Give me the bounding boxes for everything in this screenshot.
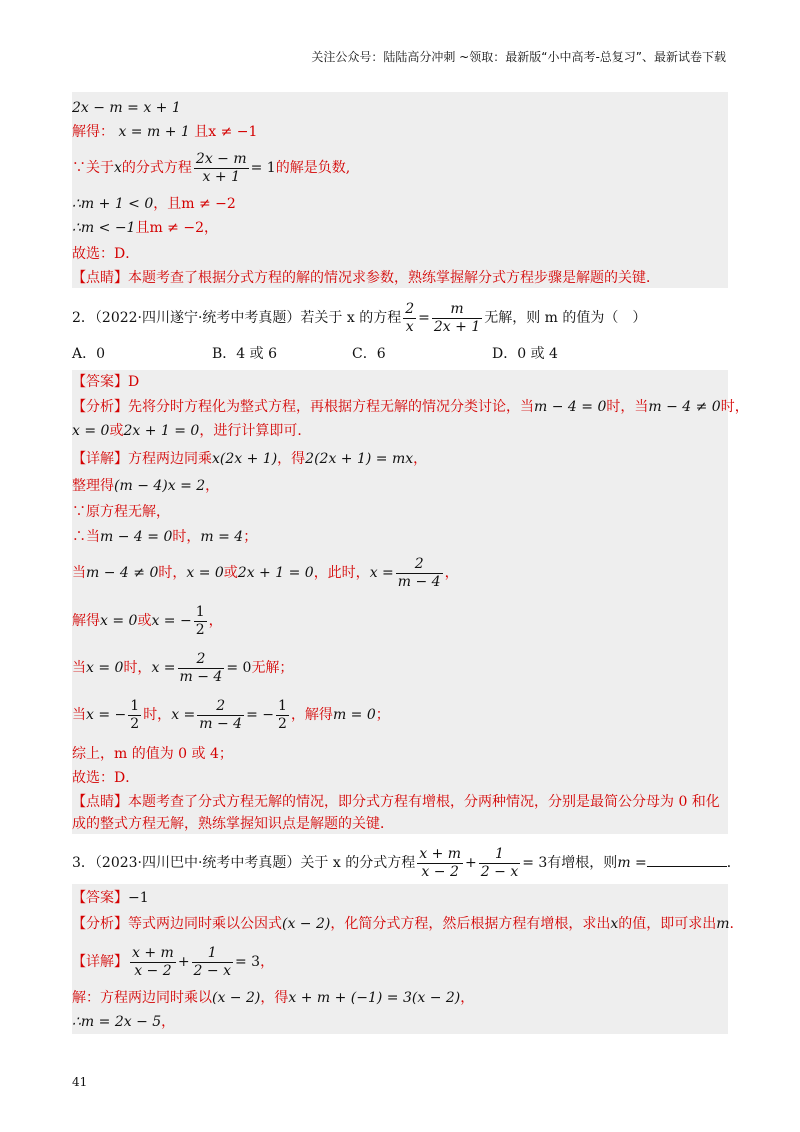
equation: m = 0	[332, 707, 376, 723]
equation: x = −	[86, 707, 127, 723]
text: 解得	[72, 613, 100, 629]
equation: x = 0	[72, 423, 110, 439]
text: .	[729, 916, 734, 932]
text: ，	[161, 1014, 176, 1030]
q3-stem	[72, 845, 741, 881]
text: 解得：	[72, 124, 114, 140]
fraction	[479, 846, 520, 881]
q3-detail	[72, 944, 728, 980]
text: ，	[205, 478, 220, 494]
equation: ∴m = 2x − 5	[72, 1014, 162, 1030]
equation: 2x + 1 = 0	[123, 423, 200, 439]
fraction	[194, 604, 207, 639]
fraction	[417, 846, 463, 881]
text: 时，	[123, 660, 152, 676]
text: ；	[243, 529, 258, 545]
numerator: 1	[195, 603, 205, 620]
numerator: 2	[396, 556, 443, 574]
equation: ∴m < −1	[72, 220, 136, 236]
q1-line-6: 故选：D．	[72, 246, 140, 262]
numerator: 2	[197, 698, 244, 716]
choice-a[interactable]: A．0	[72, 346, 106, 362]
denominator: m − 4	[397, 573, 441, 590]
numerator: x + m	[419, 845, 462, 862]
equation: = −	[246, 707, 275, 723]
denominator: 2	[130, 715, 140, 732]
numerator: 1	[130, 697, 140, 714]
fraction	[194, 151, 249, 186]
q2-step-2: ∵原方程无解，	[72, 504, 170, 520]
text: 的值，即可求出	[618, 916, 717, 932]
equation: x(2x + 1)	[212, 451, 278, 467]
page-header: 关注公众号：陆陆高分冲刺 ~领取：最新版“小中高考-总复习”、最新试卷下载	[311, 50, 726, 64]
q2-step-4	[72, 555, 728, 591]
text: 时，	[143, 707, 172, 723]
q1-line-3	[72, 150, 728, 186]
text: 解：方程两边同时乘以	[72, 990, 212, 1006]
q1-line-1	[72, 98, 728, 118]
numerator: x + m	[132, 944, 174, 961]
text: ，	[204, 220, 218, 236]
text: 或	[223, 565, 238, 581]
text: 当	[72, 565, 86, 581]
q2-note-2: 成的整式方程无解，熟练掌握知识点是解题的关键．	[72, 816, 394, 832]
equals: =	[418, 310, 430, 326]
q3-step-1	[72, 988, 728, 1008]
equation: m − 4 = 0	[100, 529, 173, 545]
text: 方程两边同乘	[128, 451, 212, 467]
text: 时，	[720, 399, 749, 415]
text: ；	[375, 707, 390, 723]
equation: ∴m + 1 < 0	[72, 196, 154, 212]
q1-line-2	[72, 122, 728, 142]
question-text: 3．（2023·四川巴中·统考中考真题）关于 x 的分式方程	[72, 855, 416, 871]
fraction	[432, 301, 482, 336]
label-dianjing: 【点睛】	[72, 270, 128, 286]
numerator: 1	[479, 846, 520, 864]
numerator: 2x − m	[195, 150, 247, 167]
equation: x =	[171, 707, 196, 723]
denominator: x + 1	[202, 168, 240, 185]
q3-step-2	[72, 1012, 728, 1032]
variable: x	[114, 160, 122, 176]
q2-detail-1	[72, 449, 728, 469]
equation: m − 4 = 0	[534, 399, 607, 415]
q1-line-5	[72, 218, 728, 238]
text: ，得	[260, 990, 289, 1006]
text: ，进行计算即可．	[199, 423, 312, 439]
denominator: x − 2	[421, 863, 459, 880]
text: 或	[109, 423, 124, 439]
denominator: 2	[195, 621, 205, 638]
text: ，得	[277, 451, 306, 467]
label-dianjing: 【点睛】	[72, 794, 128, 810]
text: ，	[413, 451, 428, 467]
text: ，	[208, 613, 223, 629]
text: ，且m ≠ −2	[153, 196, 236, 212]
text: ∴当	[72, 529, 100, 545]
text: ，	[460, 990, 475, 1006]
denominator: 2x + 1	[433, 318, 481, 335]
q2-choices	[72, 344, 728, 364]
page-number: 41	[72, 1075, 88, 1089]
equation: x = m + 1	[118, 124, 190, 140]
plus: +	[177, 954, 190, 970]
text: ，化简分式方程，然后根据方程有增根，求出	[330, 916, 611, 932]
q2-analysis-2	[72, 421, 728, 441]
numerator: 1	[192, 945, 233, 963]
text: 或	[137, 613, 152, 629]
fraction	[128, 698, 141, 733]
text: 整理得	[72, 478, 114, 494]
q3-analysis	[72, 914, 734, 934]
q2-step-9: 故选：D．	[72, 770, 140, 786]
question-text: 2．（2022·四川遂宁·统考中考真题）若关于 x 的方程	[72, 310, 402, 326]
fraction	[197, 698, 244, 733]
denominator: 2 − x	[480, 863, 519, 880]
text: 且m ≠ −2	[135, 220, 204, 236]
equation: x =	[369, 565, 394, 581]
question-text: = 3有增根，则	[522, 855, 618, 871]
q2-step-8: 综上，m 的值为 0 或 4；	[72, 746, 233, 762]
text: 时，	[158, 565, 187, 581]
fraction	[403, 301, 416, 336]
equation: 2x − m = x + 1	[72, 100, 181, 116]
text: 的解是负数,	[275, 160, 351, 176]
denominator: m − 4	[179, 668, 223, 685]
text: 无解；	[251, 660, 294, 676]
choice-c[interactable]: C．6	[352, 346, 386, 362]
text: 本题考查了分式方程无解的情况，即分式方程有增根，分两种情况，分别是最简公分母为 0 和化	[128, 794, 720, 810]
denominator: m − 4	[199, 715, 243, 732]
equation: x = 0	[186, 565, 224, 581]
fraction	[130, 945, 176, 980]
equation: (x − 2)	[212, 990, 261, 1006]
text: 先将分时方程化为整式方程，再根据方程无解的情况分类讨论，当	[128, 399, 534, 415]
text: 的分式方程	[121, 160, 192, 176]
text: ∵关于	[72, 160, 114, 176]
fraction	[192, 945, 233, 980]
equation: x + m + (−1) = 3(x − 2)	[288, 990, 461, 1006]
label-detail: 【详解】	[72, 451, 128, 467]
equation: = 1	[250, 160, 276, 176]
equation: x = 0	[86, 660, 124, 676]
label-answer: 【答案】	[72, 374, 128, 390]
variable: x	[610, 916, 619, 932]
text: ．	[726, 855, 741, 871]
equation: 2x + 1 = 0	[237, 565, 314, 581]
q2-step-3	[72, 527, 728, 547]
equation: m − 4 ≠ 0	[86, 565, 159, 581]
equation: 2(2x + 1) = mx	[305, 451, 414, 467]
q2-step-6	[72, 650, 728, 686]
text: ，	[260, 954, 275, 970]
label-detail: 【详解】	[72, 954, 128, 970]
numerator: 1	[278, 697, 287, 714]
choice-b[interactable]: B．4 或 6	[212, 346, 278, 362]
text: ，	[444, 565, 459, 581]
equation: x = −	[151, 613, 192, 629]
equation: x = 0	[100, 613, 138, 629]
numerator: m	[432, 301, 482, 319]
numerator: 2	[178, 651, 225, 669]
equation: (m − 4)x = 2	[114, 478, 206, 494]
q2-answer	[72, 372, 728, 392]
text: ，此时，	[313, 565, 370, 581]
equation: m =	[617, 855, 647, 871]
text: 时，	[172, 529, 201, 545]
choice-d[interactable]: D．0 或 4	[492, 346, 558, 362]
equation: m − 4 ≠ 0	[648, 399, 721, 415]
q2-analysis-1	[72, 397, 749, 417]
fraction	[396, 556, 443, 591]
fraction	[178, 651, 225, 686]
denominator: 2	[278, 715, 287, 732]
denominator: x − 2	[134, 962, 172, 979]
variable: m	[716, 916, 730, 932]
q2-step-5	[72, 603, 728, 639]
answer-value: D	[128, 374, 140, 390]
text: 等式两边同时乘以公因式	[128, 916, 282, 932]
text: 本题考查了根据分式方程的解的情况求参数，熟练掌握解分式方程步骤是解题的关键．	[128, 270, 660, 286]
label-analysis: 【分析】	[72, 399, 128, 415]
equation: = 3	[234, 954, 261, 970]
text: 当	[72, 707, 86, 723]
q3-answer	[72, 888, 728, 908]
q2-step-1	[72, 476, 728, 496]
text: 时，当	[606, 399, 649, 415]
equation: = 0	[226, 660, 252, 676]
q2-note-1	[72, 792, 728, 812]
plus: +	[465, 855, 477, 871]
denominator: 2 − x	[193, 962, 231, 979]
q1-line-4	[72, 194, 728, 214]
equation: m = 4	[200, 529, 244, 545]
text: ，解得	[290, 707, 333, 723]
question-text: 无解，则 m 的值为（ ）	[484, 310, 647, 326]
denominator: x	[405, 318, 414, 335]
text: 当	[72, 660, 86, 676]
q2-stem	[72, 300, 728, 336]
label-analysis: 【分析】	[72, 916, 128, 932]
q1-line-7	[72, 268, 728, 288]
q2-step-7	[72, 697, 728, 733]
equation: (x − 2)	[282, 916, 331, 932]
fraction	[276, 698, 289, 733]
equation: x =	[151, 660, 176, 676]
numerator: 2	[405, 300, 415, 317]
answer-value: −1	[128, 890, 149, 906]
label-answer: 【答案】	[72, 890, 128, 906]
answer-blank[interactable]	[647, 852, 727, 867]
text: 且x ≠ −1	[194, 124, 258, 140]
